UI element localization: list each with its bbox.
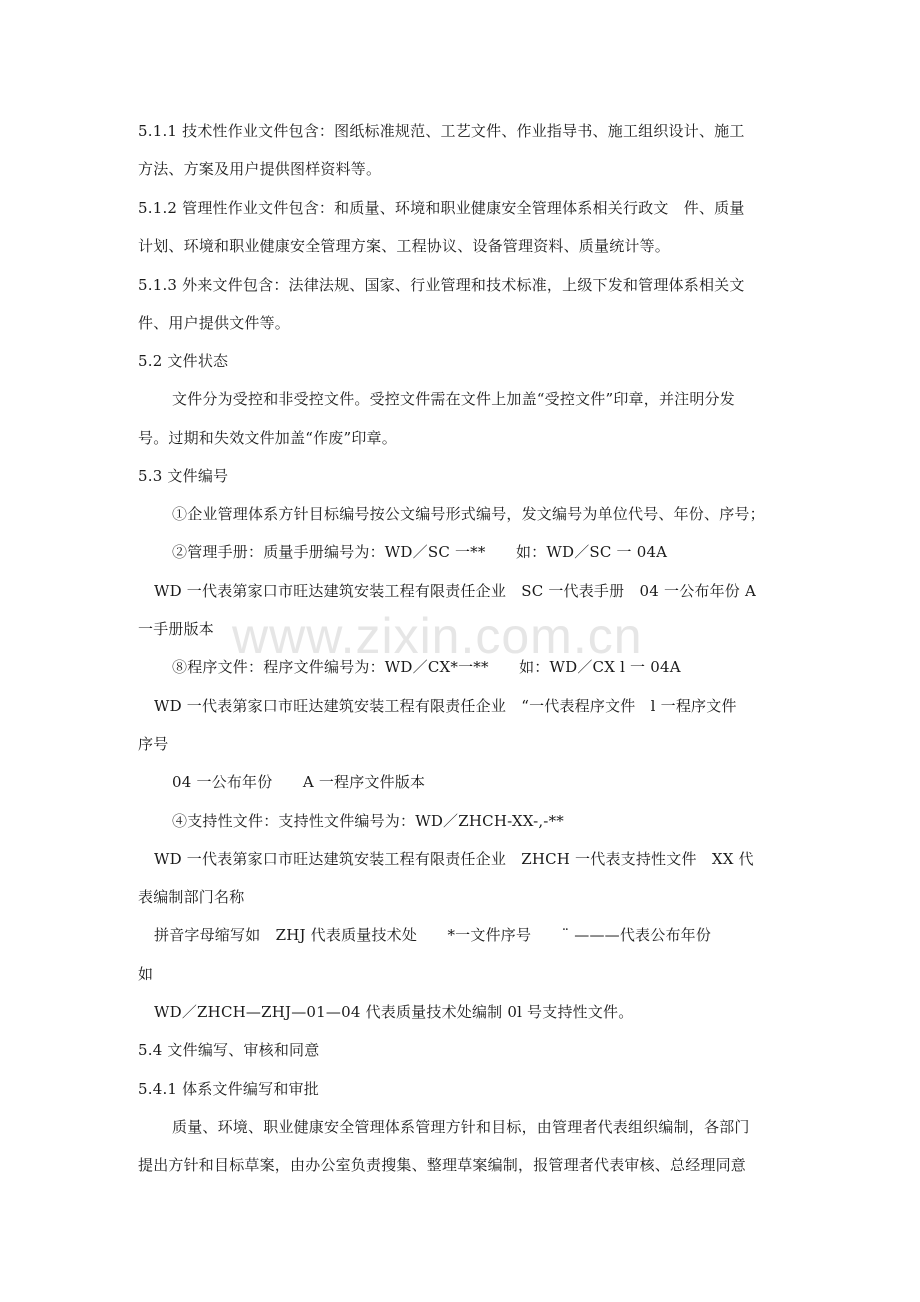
- text-line: 件、用户提供文件等。: [138, 314, 291, 332]
- text-line: 方法、方案及用户提供图样资料等。: [138, 160, 382, 178]
- text-line: 文件分为受控和非受控文件。受控文件需在文件上加盖“受控文件”印章，并注明分发: [172, 390, 735, 408]
- section-heading: 5.4.1 体系文件编写和审批: [138, 1080, 319, 1098]
- text-line: WD／ZHCH—ZHJ—01—04 代表质量技术处编制 0l 号支持性文件。: [154, 1003, 634, 1021]
- section-heading: 5.4 文件编写、审核和同意: [138, 1041, 320, 1059]
- text-line: 如: [138, 965, 154, 983]
- text-line: ①企业管理体系方针目标编号按公文编号形式编号，发文编号为单位代号、年份、序号；: [172, 505, 765, 523]
- text-line: 04 一公布年份 A 一程序文件版本: [172, 773, 426, 791]
- text-line: ⑧程序文件：程序文件编号为：WD／CX*一** 如：WD／CX l 一 04A: [172, 658, 681, 676]
- text-line: 序号: [138, 735, 169, 753]
- text-line: WD 一代表第家口市旺达建筑安装工程有限责任企业 “一代表程序文件 l 一程序文件: [154, 697, 737, 715]
- text-line: 一手册版本: [138, 620, 215, 638]
- text-line: WD 一代表第家口市旺达建筑安装工程有限责任企业 ZHCH 一代表支持性文件 XX 代: [154, 850, 754, 868]
- text-line: 拼音字母缩写如 ZHJ 代表质量技术处 *一文件序号 ¨ ———代表公布年份: [154, 926, 712, 944]
- text-line: 5.1.2 管理性作业文件包含：和质量、环境和职业健康安全管理体系相关行政文 件、质量: [138, 199, 745, 217]
- text-line: 5.1.3 外来文件包含：法律法规、国家、行业管理和技术标准，上级下发和管理体系相关文: [138, 276, 745, 294]
- text-line: 提出方针和目标草案，由办公室负责搜集、整理草案编制，报管理者代表审核、总经理同意: [138, 1156, 747, 1174]
- text-line: 计划、环境和职业健康安全管理方案、工程协议、设备管理资料、质量统计等。: [138, 237, 671, 255]
- text-line: 表编制部门名称: [138, 888, 245, 906]
- text-line: ②管理手册：质量手册编号为：WD／SC 一** 如：WD／SC 一 04A: [172, 543, 668, 561]
- text-line: 5.1.1 技术性作业文件包含：图纸标准规范、工艺文件、作业指导书、施工组织设计、施工: [138, 122, 745, 140]
- text-line: WD 一代表第家口市旺达建筑安装工程有限责任企业 SC 一代表手册 04 一公布年份 A: [154, 582, 756, 600]
- text-line: 质量、环境、职业健康安全管理体系管理方针和目标，由管理者代表组织编制，各部门: [172, 1118, 750, 1136]
- text-line: ④支持性文件：支持性文件编号为：WD／ZHCH-XX-,-**: [172, 812, 564, 830]
- section-heading: 5.3 文件编号: [138, 467, 229, 485]
- watermark: www.zixin.com.cn: [232, 608, 643, 664]
- section-heading: 5.2 文件状态: [138, 352, 229, 370]
- text-line: 号。过期和失效文件加盖“作废”印章。: [138, 429, 397, 447]
